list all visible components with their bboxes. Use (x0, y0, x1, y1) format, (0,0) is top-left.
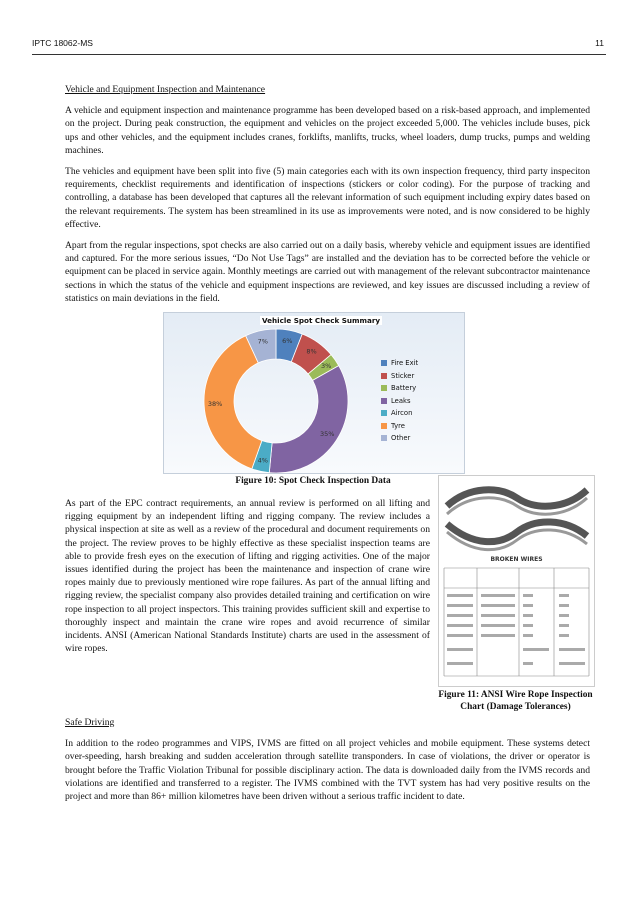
paragraph: As part of the EPC contract requirements, an annual review is performed on all lifting and rigging equipment by an independent lifting and rigging company. The review includes a physical inspection at site as well as a review of the procedural and document requirements on the project. The review proves to be highly effective as these specialist inspection teams are able to provide fresh eyes on the execution of lifting and rigging activities. One of the major issues identified during the project has been the maintenance and inspection of crane wire ropes mainly due to previously mentioned wire rope failures. As part of the annual lifting and rigging review, the specialist company also provides detailed training and certification on wire rope inspection to all project inspectors. This training provides sufficient skill and expertise to thoroughly inspect and maintain the crane wire ropes and avoid recurrence of similar incidents. ANSI (American National Standards Institute) charts are used in the assessment of wire ropes. (65, 498, 430, 655)
chart-legend (381, 357, 418, 445)
slice-label: 38% (207, 399, 223, 408)
legend-item (381, 432, 418, 445)
legend-item (381, 357, 418, 370)
legend-swatch (381, 373, 387, 379)
figure-10-caption: Figure 10: Spot Check Inspection Data (235, 476, 391, 486)
caption-line: Chart (Damage Tolerances) (460, 702, 571, 712)
legend-label: Leaks (391, 396, 411, 405)
slice-label: 7% (257, 337, 268, 346)
legend-label: Other (391, 434, 411, 443)
paragraph: A vehicle and equipment inspection and maintenance programme has been developed based on a risk-based approach, and implemented on the project. During peak construction, the equipment and vehicles on the project exceeded 5,000. The vehicles include buses, pick ups and other vehicles, and the equipment includes cranes, forklifts, manlifts, trucks, wheel loaders, dump trucks, pumps and welding machines. (65, 105, 590, 156)
legend-swatch (381, 423, 387, 429)
legend-label: Fire Exit (391, 359, 419, 368)
wire-rope-illustration (439, 476, 594, 686)
legend-label: Aircon (391, 409, 413, 418)
legend-item (381, 420, 418, 433)
paragraph: The vehicles and equipment have been split into five (5) main categories each with its own inspection frequency, third party inspeciton requirements, checklist requirements and identification of inspections (stickers or color coding). For the purpose of tracking and controlling, a database has been developed that captures all the relevant information of such equipment including expiry dates based on the relevant requirements. The system has been streamlined in its use as improvements were noted, and is now considered to be highly effective. (65, 166, 590, 230)
paragraph: Apart from the regular inspections, spot checks are also carried out on a daily basis, whereby vehicle and equipment issues are identified and captured. For the more serious issues, “Do Not Use Tags” are installed and the deviation has to be corrected before the vehicle or equipment can be placed in service again. Monthly meetings are carried out with management of the relevant subcontractor maintenance sections in which the status of the vehicle and equipment inspections are reviewed, and key issues are discussed including a review of statistics on main deviations in the field. (65, 240, 590, 304)
slice-label: 3% (320, 362, 332, 371)
figure-11-caption (418, 689, 613, 713)
spot-check-chart (163, 312, 465, 474)
donut-chart (164, 313, 464, 473)
header-rule (32, 54, 606, 55)
slice-leaks (269, 366, 348, 473)
legend-swatch (381, 398, 387, 404)
legend-item (381, 395, 418, 408)
section-safe-driving (65, 716, 590, 811)
section-lifting-review (65, 497, 430, 655)
legend-label: Sticker (391, 371, 415, 380)
slice-label: 8% (306, 347, 317, 356)
legend-item (381, 407, 418, 420)
section-vehicle-inspection (65, 83, 590, 313)
section-heading: Safe Driving (65, 717, 115, 728)
slice-label: 4% (257, 456, 268, 465)
slice-label: 35% (319, 430, 335, 439)
legend-label: Tyre (391, 421, 405, 430)
legend-swatch (381, 435, 387, 441)
legend-swatch (381, 360, 387, 366)
legend-swatch (381, 410, 387, 416)
image-title: BROKEN WIRES (490, 556, 543, 563)
page-header (32, 38, 604, 48)
paper-id: IPTC 18062-MS (32, 38, 93, 48)
slice-label: 6% (282, 337, 293, 346)
section-heading: Vehicle and Equipment Inspection and Maintenance (65, 84, 266, 95)
legend-label: Battery (391, 384, 417, 393)
legend-swatch (381, 385, 387, 391)
legend-item (381, 382, 418, 395)
caption-line: Figure 11: ANSI Wire Rope Inspection (438, 690, 593, 700)
legend-item (381, 370, 418, 383)
chart-title: Vehicle Spot Check Summary (262, 316, 381, 325)
wire-rope-chart-image (438, 475, 595, 687)
page-number: 11 (595, 38, 604, 48)
paragraph: In addition to the rodeo programmes and VIPS, IVMS are fitted on all project vehicles and mobile equipment. These systems detect over-speeding, harsh breaking and sudden acceleration through satellite transponders. In case of violations, the driver or operator is brought before the Traffic Violation Tribunal for possible disciplinary action. The data is downloaded daily from the IVMS records and violations are identified and transferred to a register. The IVMS combined with the TVT system has had very positive results on the project and more than 86+ million kilometres have been driven without a serious traffic incident to date. (65, 738, 590, 803)
